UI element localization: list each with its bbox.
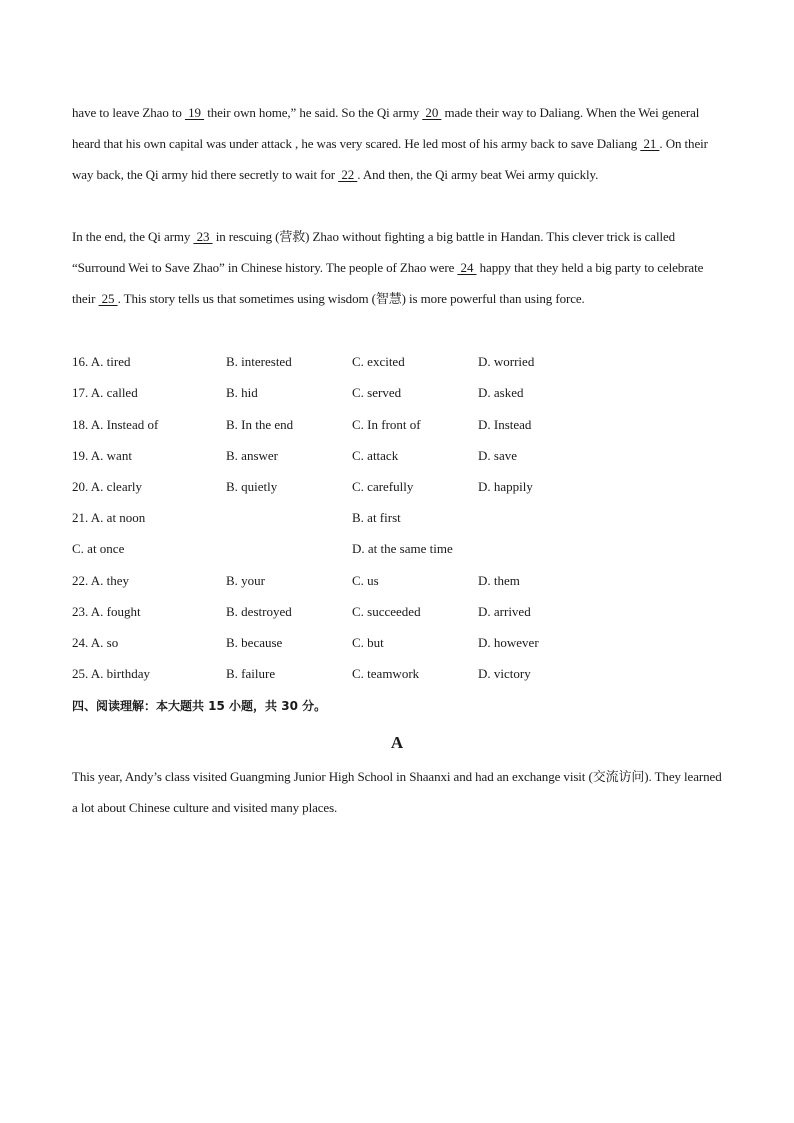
option-a: 24. A. so: [72, 635, 119, 650]
option-d: D. victory: [478, 666, 531, 681]
option-a: 25. A. birthday: [72, 666, 150, 681]
option-c: C. teamwork: [352, 666, 420, 681]
blank-20: 20: [422, 105, 442, 120]
option-b: B. because: [226, 635, 283, 650]
option-d: D. Instead: [478, 417, 532, 432]
blank-23: 23: [193, 229, 213, 244]
passage-title: A: [390, 733, 404, 752]
option-a: 18. A. Instead of: [72, 417, 159, 432]
text-run: made their way to Daliang. When the Wei general heard that his own capital was under attack , he was very scared. He led most of his army back to save Daliang: [72, 105, 700, 151]
blank-24: 24: [457, 260, 477, 275]
option-a: 23. A. fought: [72, 604, 141, 619]
option-b: B. failure: [226, 666, 276, 681]
option-c: C. In front of: [352, 417, 421, 432]
option-a: 22. A. they: [72, 573, 130, 588]
blank-21: 21: [640, 136, 660, 151]
option-a: 20. A. clearly: [72, 479, 143, 494]
option-d: D. asked: [478, 385, 524, 400]
option-b: B. hid: [226, 385, 258, 400]
blank-19: 19: [184, 105, 205, 120]
text-run: . And then, the Qi army beat Wei army quickly.: [357, 167, 599, 182]
option-b: B. quietly: [226, 479, 278, 494]
blank-25: 25: [98, 291, 118, 306]
option-a: 17. A. called: [72, 385, 138, 400]
text-run: . On their way back, the Qi army hid there secretly to wait for: [72, 136, 708, 182]
option-d: D. save: [478, 448, 517, 463]
option-c: C. succeeded: [352, 604, 421, 619]
option-b: B. interested: [226, 354, 292, 369]
option-c: C. attack: [352, 448, 399, 463]
text-run: In the end, the Qi army: [72, 229, 194, 244]
text-run: happy that they held a big party to celebrate their: [72, 260, 704, 306]
cloze-paragraph-2: [72, 221, 722, 314]
option-d: D. however: [478, 635, 539, 650]
option-a: 21. A. at noon: [72, 510, 146, 525]
option-d: D. at the same time: [352, 541, 453, 556]
option-c: C. carefully: [352, 479, 414, 494]
option-b: B. destroyed: [226, 604, 292, 619]
option-c: C. at once: [72, 541, 125, 556]
text-run: their own home,” he said. So the Qi army: [204, 105, 423, 120]
option-b: B. answer: [226, 448, 278, 463]
option-b: B. at first: [352, 510, 401, 525]
option-d: D. them: [478, 573, 520, 588]
option-d: D. arrived: [478, 604, 531, 619]
passage-a-text: This year, Andy’s class visited Guangming Junior High School in Shaanxi and had an exchange visit (交流访问). They learned a lot about Chinese culture and visited many places.: [72, 769, 722, 815]
text-run: . This story tells us that sometimes using wisdom (智慧) is more powerful than using force.: [117, 291, 585, 306]
option-c: C. excited: [352, 354, 405, 369]
option-b: B. your: [226, 573, 265, 588]
option-d: D. happily: [478, 479, 533, 494]
cloze-paragraph-1: [72, 97, 722, 190]
option-d: D. worried: [478, 354, 535, 369]
option-c: C. but: [352, 635, 384, 650]
text-run: in rescuing (营救) Zhao without fighting a big battle in Handan. This clever trick is called “Surround Wei to Save Zhao” in Chinese history. The people of Zhao were: [72, 229, 676, 275]
option-b: B. In the end: [226, 417, 294, 432]
blank-22: 22: [338, 167, 358, 182]
option-a: 19. A. want: [72, 448, 132, 463]
section-heading: 四、阅读理解：本大题共 15 小题，共 30 分。: [72, 699, 327, 713]
text-run: have to leave Zhao to: [72, 105, 185, 120]
option-c: C. served: [352, 385, 402, 400]
option-c: C. us: [352, 573, 379, 588]
option-a: 16. A. tired: [72, 354, 131, 369]
